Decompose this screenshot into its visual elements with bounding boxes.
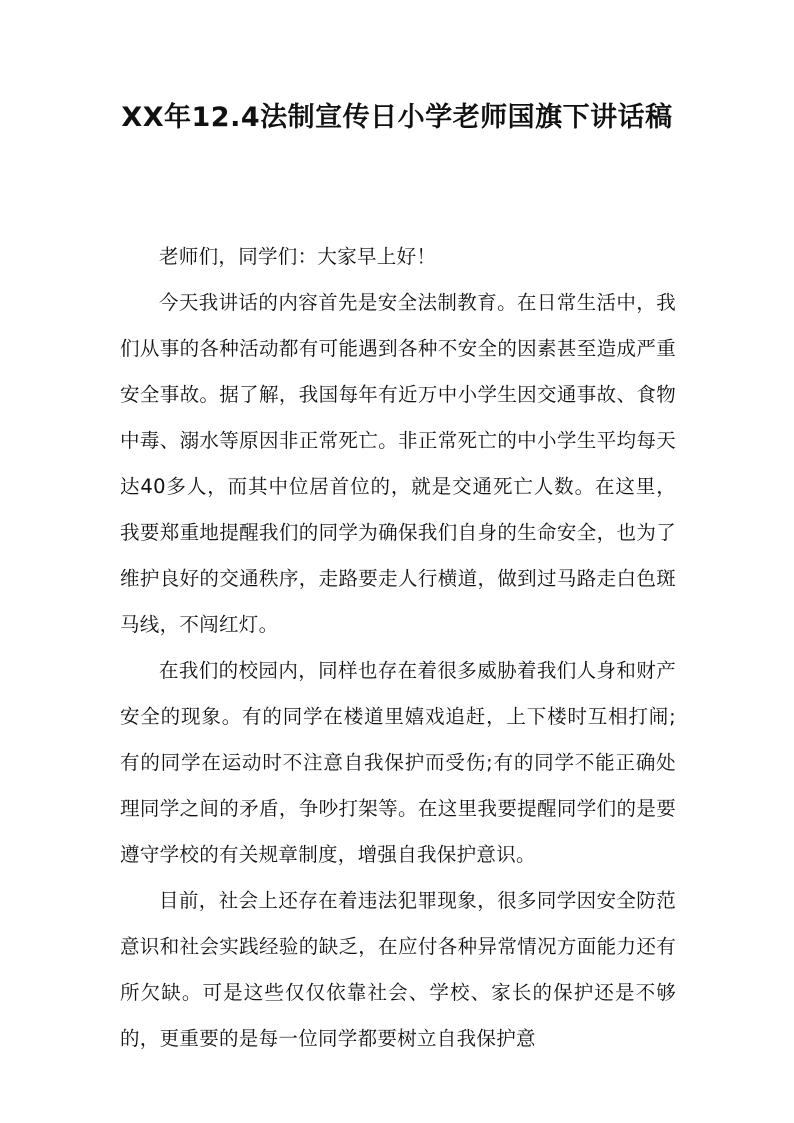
document-title: XX年12.4法制宣传日小学老师国旗下讲话稿 — [121, 102, 673, 133]
document-body — [120, 234, 676, 1062]
body-paragraph-1: 今天我讲话的内容首先是安全法制教育。在日常生活中，我们从事的各种活动都有可能遇到各种不安全的因素甚至造成严重安全事故。据了解，我国每年有近万中小学生因交通事故、食物中毒、溺水等原因非正常死亡。非正常死亡的中小学生平均每天达40多人，而其中位居首位的，就是交通死亡人数。在这里，我要郑重地提醒我们的同学为确保我们自身的生命安全，也为了维护良好的交通秩序，走路要走人行横道，做到过马路走白色斑马线，不闯红灯。 — [120, 291, 676, 636]
greeting-paragraph: 老师们，同学们：大家早上好！ — [159, 245, 437, 268]
body-paragraph-3: 目前，社会上还存在着违法犯罪现象，很多同学因安全防范意识和社会实践经验的缺乏，在应付各种异常情况方面能力还有所欠缺。可是这些仅仅依靠社会、学校、家长的保护还是不够的，更重要的是每一位同学都要树立自我保护意 — [120, 889, 676, 1050]
body-paragraph-2: 在我们的校园内，同样也存在着很多威胁着我们人身和财产安全的现象。有的同学在楼道里嬉戏追赶，上下楼时互相打闹;有的同学在运动时不注意自我保护而受伤;有的同学不能正确处理同学之间的矛盾，争吵打架等。在这里我要提醒同学们的是要遵守学校的有关规章制度，增强自我保护意识。 — [120, 659, 676, 866]
